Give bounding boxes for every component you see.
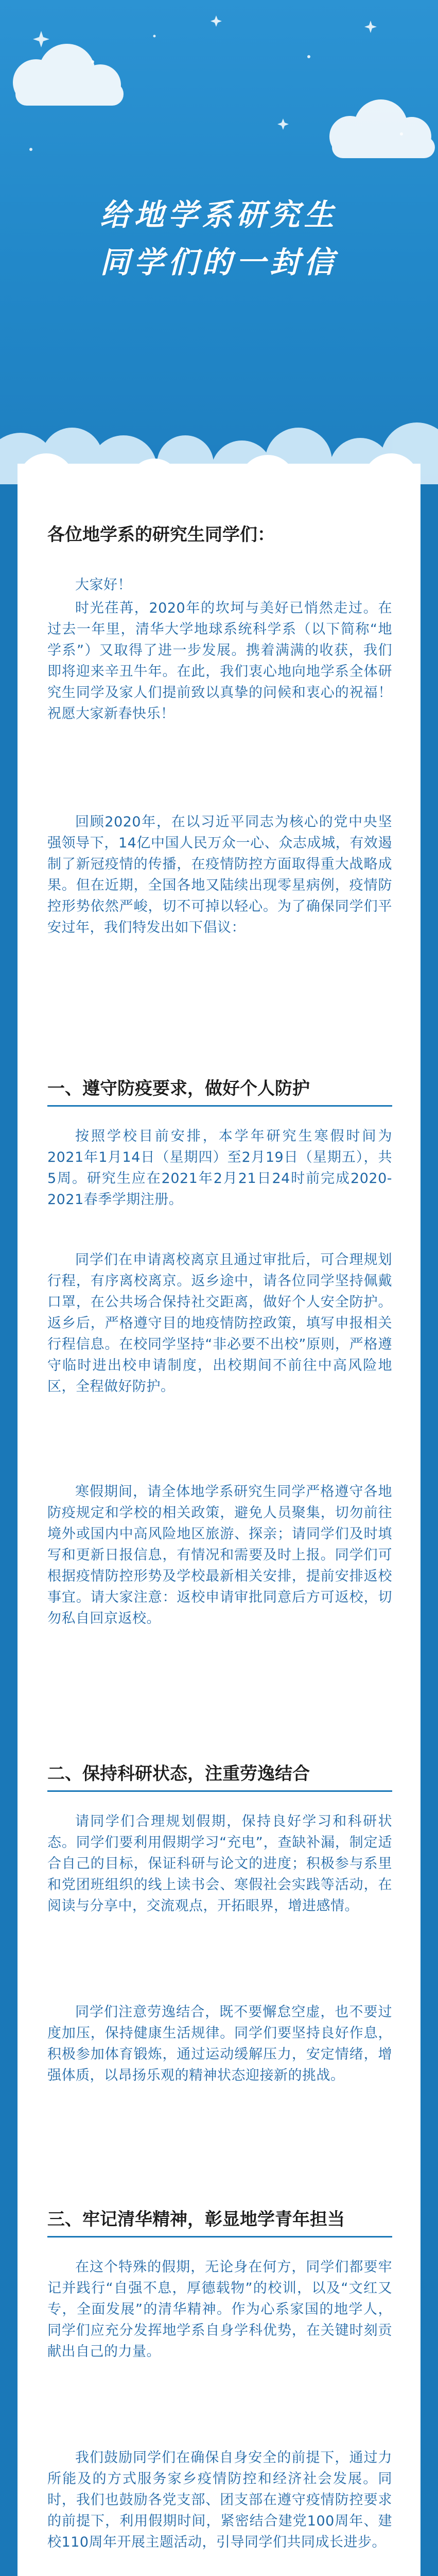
banner-title-line-1: 给地学系研究生 <box>100 197 338 232</box>
letter-intro-paragraph-1: 时光荏苒，2020年的坎坷与美好已悄然走过。在过去一年里，清华大学地球系统科学系（以下简称“地学系”）又取得了进一步发展。携着满满的收获，我们即将迎来辛丑牛年。在此，我们衷心地向地学系全体研究生同学及家人们提前致以真挚的问候和衷心的祝福！祝愿大家新春快乐！ <box>47 600 392 722</box>
header-banner-area <box>0 0 438 484</box>
banner-title <box>0 191 438 299</box>
section-1-paragraph-2: 同学们在申请离校离京且通过审批后，可合理规划行程，有序离校离京。返乡途中，请各位同学坚持佩戴口罩，在公共场合保持社交距离，做好个人安全防护。返乡后，严格遵守目的地疫情防控政策，填写申报相关行程信息。在校同学坚持“非必要不出校”原则，严格遵守临时进出校申请制度，出校期间不前往中高风险地区，全程做好防护。 <box>47 1252 392 1395</box>
section-2-heading: 二、保持科研状态，注重劳逸结合 <box>47 1764 310 1784</box>
letter-intro-paragraph-2: 回顾2020年，在以习近平同志为核心的党中央坚强领导下，14亿中国人民万众一心、众志成城，有效遏制了新冠疫情的传播，在疫情防控方面取得重大战略成果。但在近期，全国各地又陆续出现零星病例，疫情防控形势依然严峻，切不可掉以轻心。为了确保同学们平安过年，我们特发出如下倡议： <box>47 814 392 936</box>
letter-greeting: 大家好！ <box>75 577 132 593</box>
section-3-paragraph-1: 在这个特殊的假期，无论身在何方，同学们都要牢记并践行“自强不息，厚德载物”的校训，以及“文红又专，全面发展”的清华精神。作为心系家国的地学人，同学们应充分发挥地学系自身学科优势，在关键时刻贡献出自己的力量。 <box>47 2259 392 2360</box>
letter-salutation: 各位地学系的研究生同学们： <box>47 524 275 545</box>
section-1-divider <box>47 1105 392 1107</box>
section-1-heading: 一、遵守防疫要求，做好个人防护 <box>47 1078 310 1099</box>
section-1-paragraph-3: 寒假期间，请全体地学系研究生同学严格遵守各地防疫规定和学校的相关政策，避免人员聚集，切勿前往境外或国内中高风险地区旅游、探亲；请同学们及时填写和更新日报信息，有情况和需要及时上报。同学们可根据疫情防控形势及学校最新相关安排，提前安排返校事宜。请大家注意：返校申请审批同意后方可返校，切勿私自回京返校。 <box>47 1484 392 1626</box>
section-3-paragraph-2: 我们鼓励同学们在确保自身安全的前提下，通过力所能及的方式服务家乡疫情防控和经济社会发展。同时，我们也鼓励各党支部、团支部在遵守疫情防控要求的前提下，利用假期时间，紧密结合建党100周年、建校110周年开展主题活动，引导同学们共同成长进步。 <box>47 2450 392 2550</box>
section-3-heading: 三、牢记清华精神，彰显地学青年担当 <box>47 2209 345 2230</box>
section-3-divider <box>47 2236 392 2238</box>
section-1-paragraph-1: 按照学校目前安排，本学年研究生寒假时间为2021年1月14日（星期四）至2月19日（星期五），共5周。研究生应在2021年2月21日24时前完成2020-2021春季学期注册。 <box>47 1128 392 1208</box>
cloud-top-right <box>309 88 438 165</box>
section-2-divider <box>47 1790 392 1792</box>
section-2-paragraph-1: 请同学们合理规划假期，保持良好学习和科研状态。同学们要利用假期学习“充电”，查缺补漏，制定适合自己的目标，保证科研与论文的进度；积极参与系里和党团班组织的线上读书会、寒假社会实践等活动，在阅读与分享中，交流观点，开拓眼界，增进感情。 <box>47 1814 392 1914</box>
letter-paper <box>17 464 421 2576</box>
cloud-top-left <box>0 31 144 113</box>
banner-title-line-2: 同学们的一封信 <box>100 245 338 280</box>
section-2-paragraph-2: 同学们注意劳逸结合，既不要懈怠空虚，也不要过度加压，保持健康生活规律。同学们要坚持良好作息，积极参加体育锻炼，通过运动缓解压力，安定情绪，增强体质，以昂扬乐观的精神状态迎接新的挑战。 <box>47 2004 392 2083</box>
